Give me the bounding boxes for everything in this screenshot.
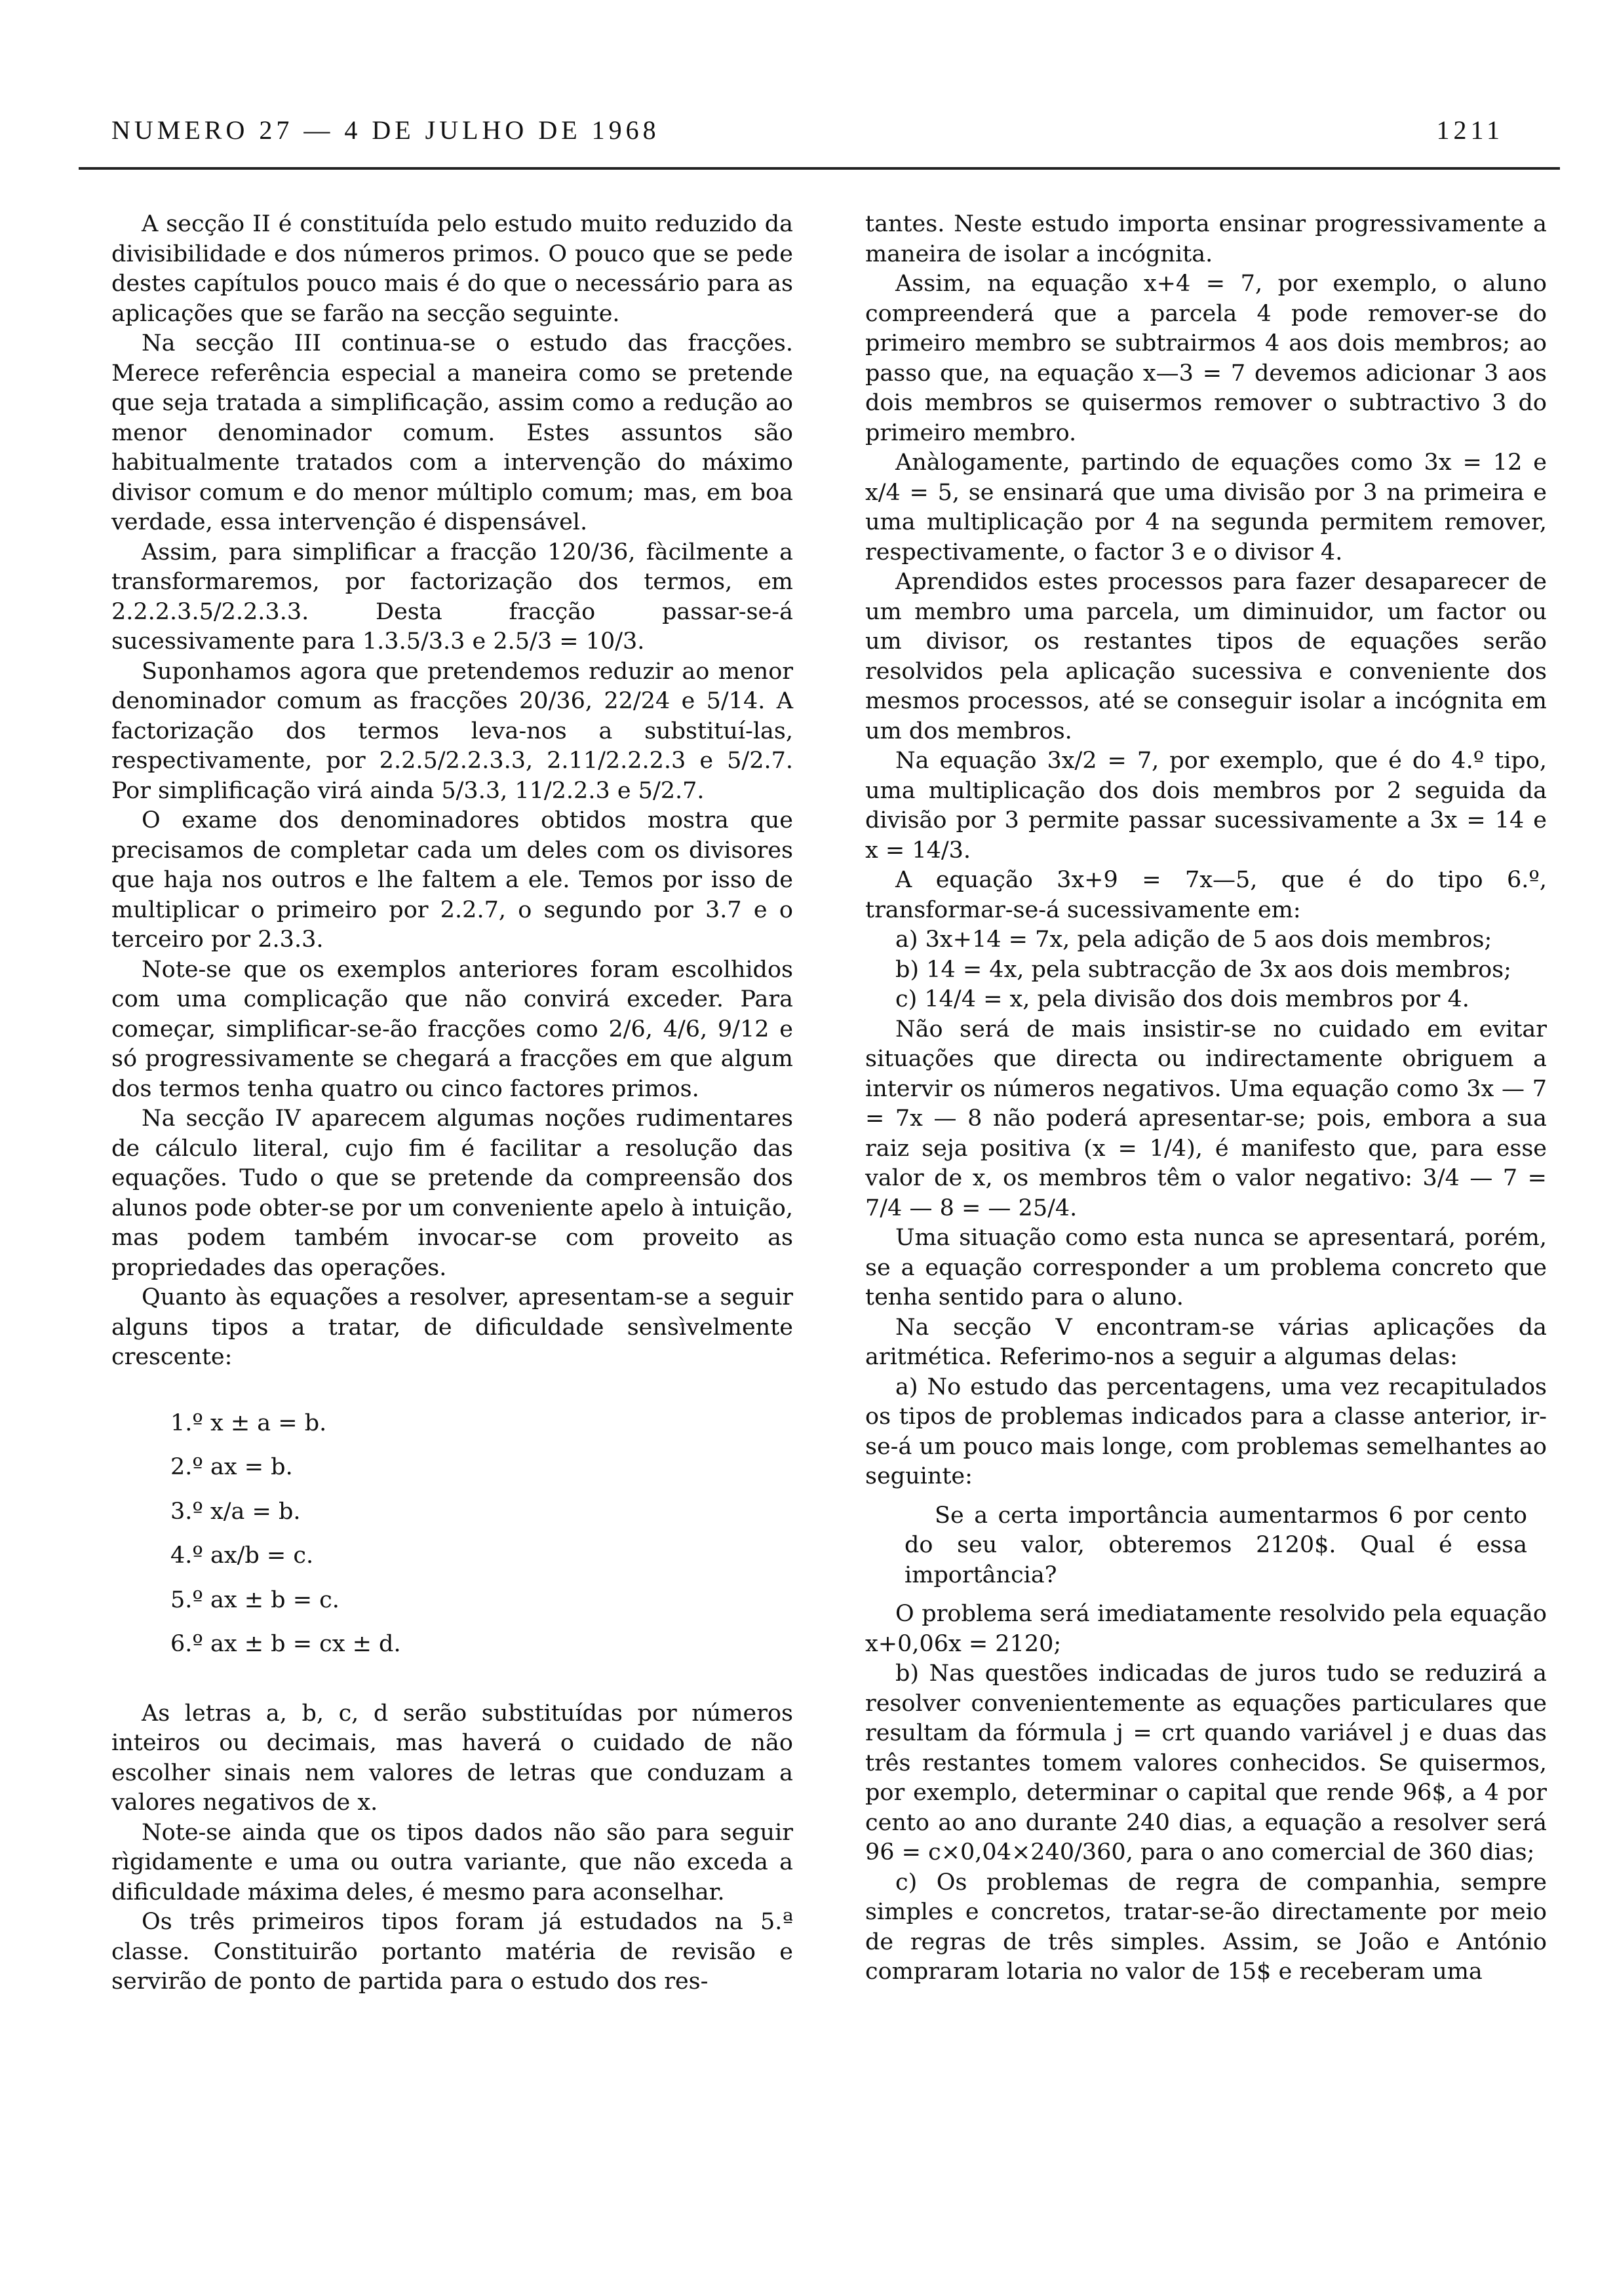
header-rule: [79, 167, 1560, 170]
paragraph: Quanto às equações a resolver, apresentam-se a seguir alguns tipos a tratar, de dificuldade sensìvelmente crescente:: [111, 1284, 793, 1370]
example-quote: Se a certa importância aumentarmos 6 por cento do seu valor, obteremos 2120$. Qual é essa importância?: [905, 1502, 1527, 1588]
paragraph: c) Os problemas de regra de companhia, sempre simples e concretos, tratar-se-ão directamente por meio de regras de três simples. Assim, se João e António compraram lotaria no valor de 15$ e receberam uma: [865, 1869, 1547, 1985]
paragraph: As letras a, b, c, d serão substituídas por números inteiros ou decimais, mas haverá o cuidado de não escolher sinais nem valores de letras que conduzam a valores negativos de x.: [111, 1700, 793, 1816]
paragraph: Na secção III continua-se o estudo das fracções. Merece referência especial a maneira como se pretende que seja tratada a simplificação, assim como a redução ao menor denominador comum. Estes assuntos são habitualmente tratados com a intervenção do máximo divisor comum e do menor múltiplo comum; mas, em boa verdade, essa intervenção é dispensável.: [111, 330, 793, 535]
paragraph: b) Nas questões indicadas de juros tudo se reduzirá a resolver convenientemente as equações particulares que resultam da fórmula j = crt quando variável j e duas das três restantes tomem valores conhecidos. Se quisermos, por exemplo, determinar o capital que rende 96$, a 4 por cento ao ano durante 240 dias, a equação a resolver será 96 = c×0,04×240/360, para o ano comercial de 360 dias;: [865, 1660, 1547, 1866]
equation-type: 3.º x/a = b.: [170, 1498, 301, 1525]
right-column: [865, 210, 1547, 1987]
paragraph: Aprendidos estes processos para fazer desaparecer de um membro uma parcela, um diminuidor, um factor ou um divisor, os restantes tipos de equações serão resolvidos pela aplicação sucessiva e conveniente dos mesmos processos, até se conseguir isolar a incógnita em um dos membros.: [865, 569, 1547, 744]
equation-type: 4.º ax/b = c.: [170, 1542, 314, 1569]
equation-type: 5.º ax ± b = c.: [170, 1586, 340, 1613]
paragraph: Na secção V encontram-se várias aplicações da aritmética. Referimo-nos a seguir a algumas delas:: [865, 1314, 1547, 1370]
paragraph: Assim, na equação x+4 = 7, por exemplo, o aluno compreenderá que a parcela 4 pode remover-se do primeiro membro se subtrairmos 4 aos dois membros; ao passo que, na equação x—3 = 7 devemos adicionar 3 aos dois membros se quisermos remover o subtractivo 3 do primeiro membro.: [865, 271, 1547, 446]
paragraph: Os três primeiros tipos foram já estudados na 5.ª classe. Constituirão portanto matéria de revisão e servirão de ponto de partida para o estudo dos res-: [111, 1909, 793, 1995]
paragraph: A secção II é constituída pelo estudo muito reduzido da divisibilidade e dos números primos. O pouco que se pede destes capítulos pouco mais é do que o necessário para as aplicações que se farão na secção seguinte.: [111, 211, 793, 327]
paragraph: Anàlogamente, partindo de equações como 3x = 12 e x/4 = 5, se ensinará que uma divisão por 3 na primeira e uma multiplicação por 4 na segunda permitem remover, respectivamente, o factor 3 e o divisor 4.: [865, 450, 1547, 565]
paragraph: tantes. Neste estudo importa ensinar progressivamente a maneira de isolar a incógnita.: [865, 211, 1547, 267]
paragraph: Note-se ainda que os tipos dados não são para seguir rìgidamente e uma ou outra variante, que não exceda a dificuldade máxima deles, é mesmo para aconselhar.: [111, 1819, 793, 1905]
paragraph: A equação 3x+9 = 7x—5, que é do tipo 6.º, transformar-se-á sucessivamente em:: [865, 867, 1547, 923]
paragraph: Assim, para simplificar a fracção 120/36, fàcilmente a transformaremos, por factorização dos termos, em 2.2.2.3.5/2.2.3.3. Desta fracção passar-se-á sucessivamente para 1.3.5/3.3 e 2.5/3 = 10/3.: [111, 539, 793, 655]
paragraph: O exame dos denominadores obtidos mostra que precisamos de completar cada um deles com os divisores que haja nos outros e lhe faltem a ele. Temos por isso de multiplicar o primeiro por 2.2.7, o segundo por 3.7 e o terceiro por 2.3.3.: [111, 807, 793, 953]
equation-type: 1.º x ± a = b.: [170, 1409, 327, 1436]
paragraph: Não será de mais insistir-se no cuidado em evitar situações que directa ou indirectamente obriguem a intervir os números negativos. Uma equação como 3x — 7 = 7x — 8 não poderá apresentar-se; pois, embora a sua raiz seja positiva (x = 1/4), é manifesto que, para esse valor de x, os membros têm o valor negativo: 3/4 — 7 = 7/4 — 8 = — 25/4.: [865, 1016, 1547, 1221]
paragraph: Note-se que os exemplos anteriores foram escolhidos com uma complicação que não convirá exceder. Para começar, simplificar-se-ão fracções como 2/6, 4/6, 9/12 e só progressivamente se chegará a fracções em que algum dos termos tenha quatro ou cinco factores primos.: [111, 956, 793, 1102]
paragraph: O problema será imediatamente resolvido pela equação x+0,06x = 2120;: [865, 1601, 1547, 1657]
step-item: b) 14 = 4x, pela subtracção de 3x aos dois membros;: [895, 956, 1511, 983]
paragraph: Uma situação como esta nunca se apresentará, porém, se a equação corresponder a um problema concreto que tenha sentido para o aluno.: [865, 1225, 1547, 1311]
paragraph: Na secção IV aparecem algumas noções rudimentares de cálculo literal, cujo fim é facilitar a resolução das equações. Tudo o que se pretende da compreensão dos alunos pode obter-se por um conveniente apelo à intuição, mas podem também invocar-se com proveito as propriedades das operações.: [111, 1105, 793, 1281]
paragraph: Na equação 3x/2 = 7, por exemplo, que é do 4.º tipo, uma multiplicação dos dois membros por 2 seguida da divisão por 3 permite passar sucessivamente a 3x = 14 e x = 14/3.: [865, 748, 1547, 864]
page-header: [111, 115, 1504, 167]
step-item: a) 3x+14 = 7x, pela adição de 5 aos dois membros;: [895, 927, 1492, 953]
equation-type: 6.º ax ± b = cx ± d.: [170, 1631, 401, 1657]
paragraph: a) No estudo das percentagens, uma vez recapitulados os tipos de problemas indicados para a classe anterior, ir-se-á um pouco mais longe, com problemas semelhantes ao seguinte:: [865, 1373, 1547, 1489]
left-column: [111, 210, 793, 1997]
page-number: 1211: [1436, 115, 1504, 145]
paragraph: Suponhamos agora que pretendemos reduzir ao menor denominador comum as fracções 20/36, 22/24 e 5/14. A factorização dos termos leva-nos a substituí-las, respectivamente, por 2.2.5/2.2.3.3, 2.11/2.2.2.3 e 5/2.7. Por simplificação virá ainda 5/3.3, 11/2.2.3 e 5/2.7.: [111, 658, 793, 804]
equation-type-list: [170, 1409, 793, 1660]
step-item: c) 14/4 = x, pela divisão dos dois membros por 4.: [895, 986, 1469, 1012]
equation-type: 2.º ax = b.: [170, 1454, 293, 1480]
issue-title: NUMERO 27 — 4 DE JULHO DE 1968: [111, 115, 660, 145]
